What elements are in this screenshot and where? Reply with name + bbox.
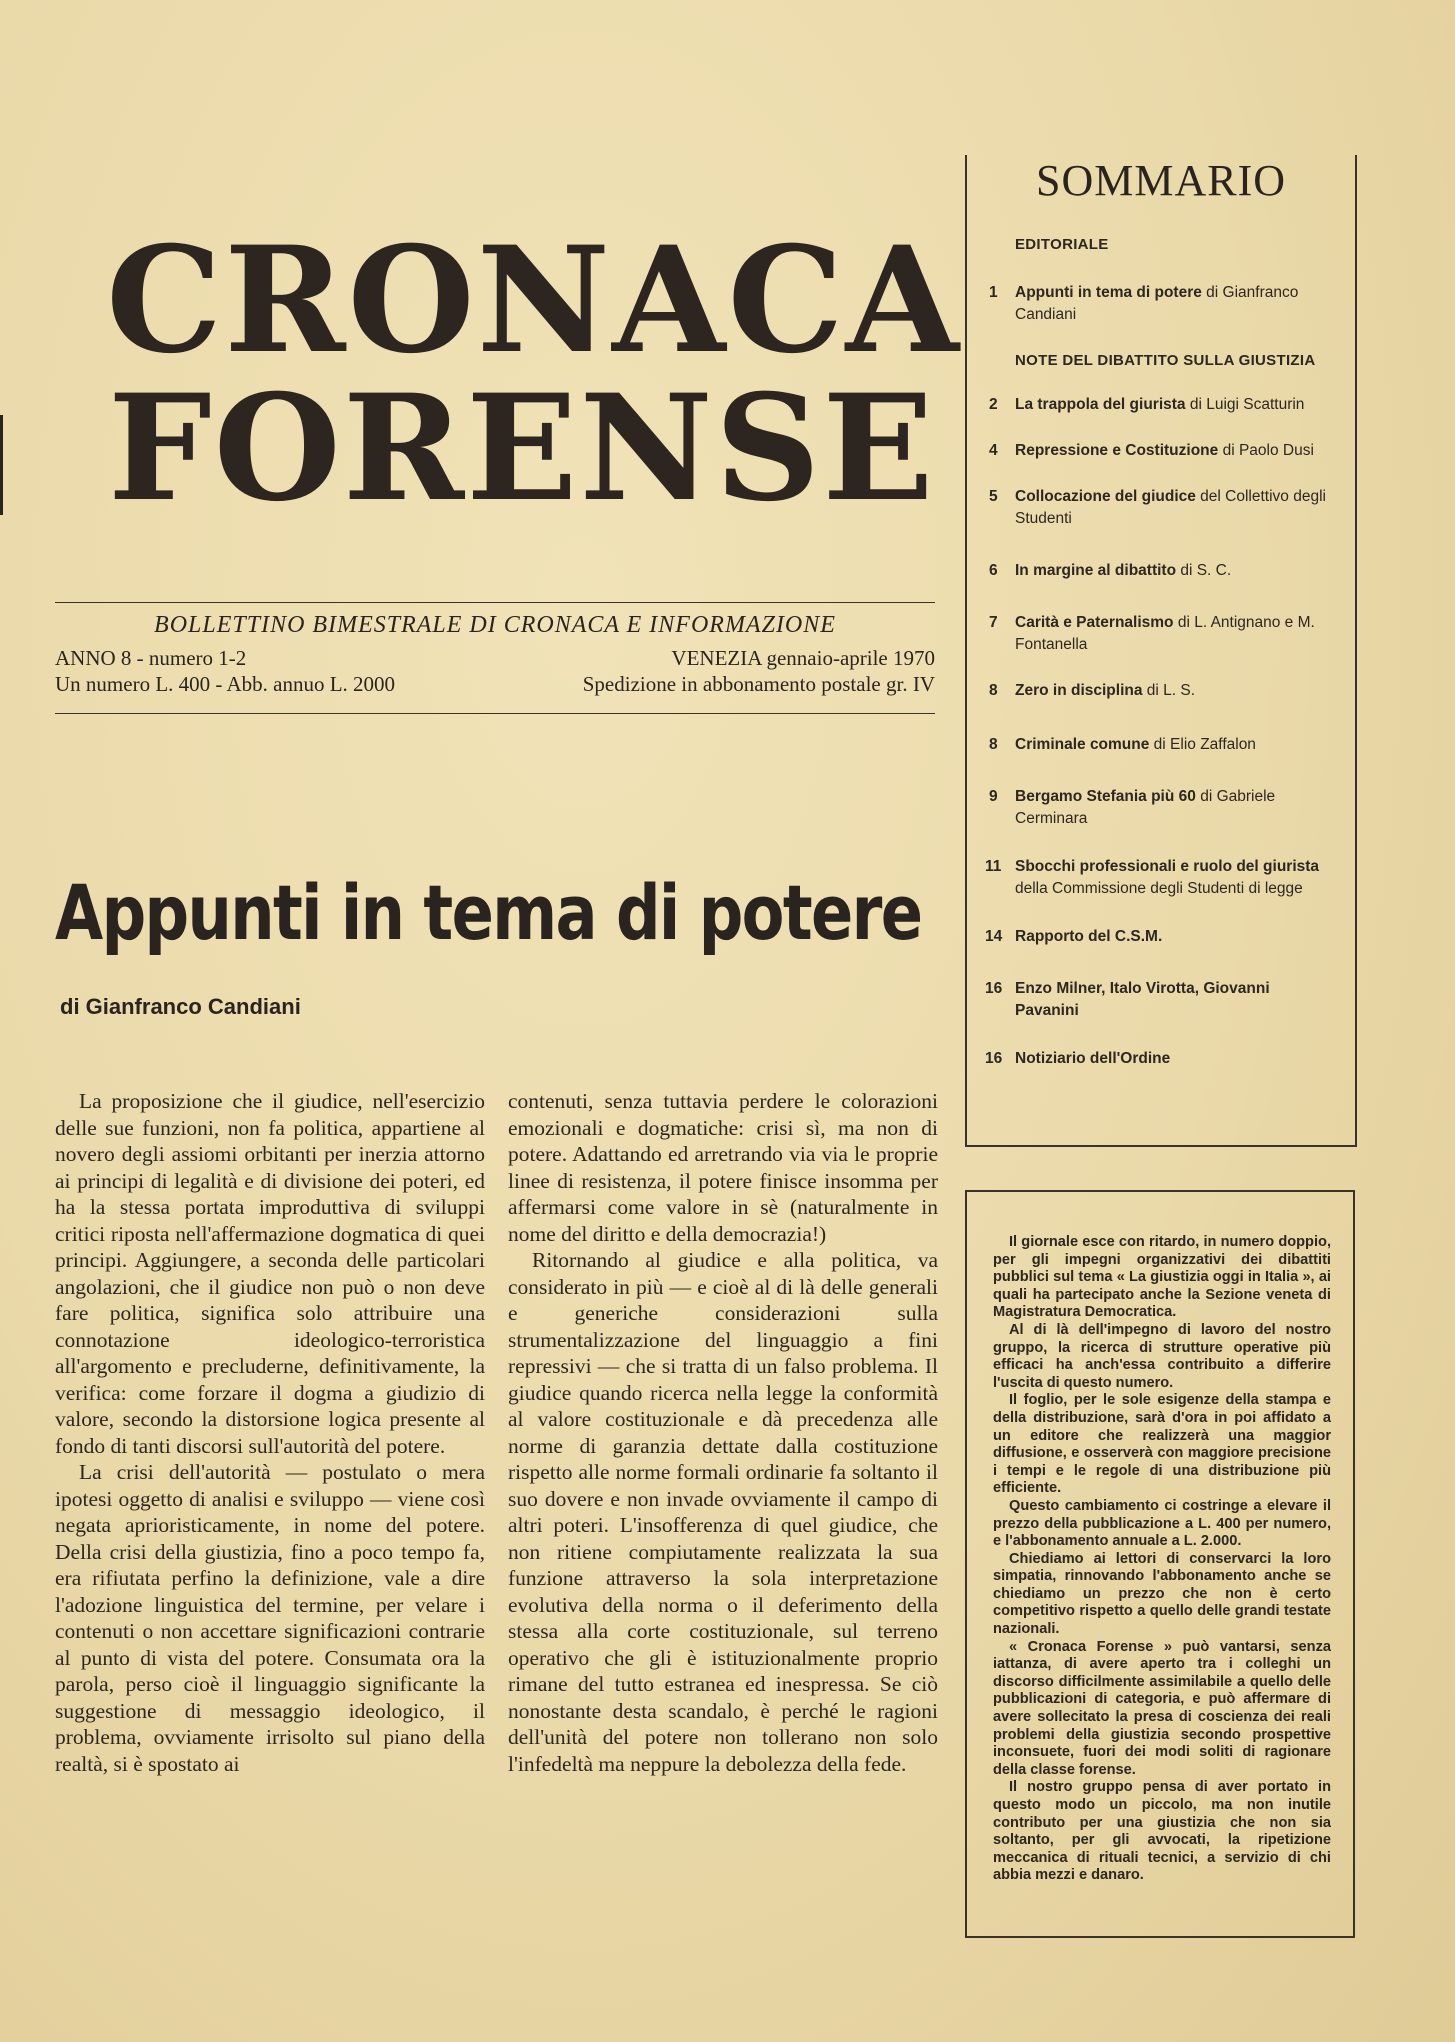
sommario-item: 5 Collocazione del giudice del Collettivo degli Studenti: [989, 488, 1326, 527]
notice-paragraph: Al di là dell'impegno di lavoro del nostro gruppo, la ricerca di strutture operative più efficaci ha anch'essa contribuito a differire l'uscita di questo numero.: [993, 1321, 1331, 1391]
editorial-notice-text: [967, 1192, 1353, 1885]
masthead-rule-bottom: [55, 713, 935, 714]
article-paragraph: contenuti, senza tuttavia perdere le colorazioni emozionali e dogmatiche: crisi sì, ma non di potere. Adattando ed arretrando via via le proprie linee di resistenza, il potere finisce insomma per affermarsi come valore in sè (naturalmente in nome del diritto e della democrazia!): [508, 1089, 938, 1246]
issue-postal-note: Spedizione in abbonamento postale gr. IV: [582, 672, 935, 696]
sommario-item: 9 Bergamo Stefania più 60 di Gabriele Cerminara: [989, 788, 1276, 827]
sommario-item: 8 Criminale comune di Elio Zaffalon: [989, 736, 1256, 753]
article-byline: di Gianfranco Candiani: [60, 994, 301, 1019]
sommario-item: 6 In margine al dibattito di S. C.: [989, 562, 1232, 579]
sommario-section-heading: NOTE DEL DIBATTITO SULLA GIUSTIZIA: [1015, 352, 1316, 369]
sommario-item: 16 Enzo Milner, Italo Virotta, Giovanni Pavanini: [985, 980, 1270, 1019]
article-paragraph: La proposizione che il giudice, nell'esercizio delle sue funzioni, non fa politica, appartiene al novero degli assiomi orbitanti per inerzia attorno ai principi di legalità e di divisione dei poteri, ed ha la stessa portata improduttiva di sviluppi critici riposta nell'affermazione dogmatica di quei principi. Aggiungere, a seconda delle particolari angolazioni, che il giudice non può o non deve fare politica, significa solo attribuire una connotazione ideologico-terroristica all'argomento e precluderne, definitivamente, la verifica: come forzare il dogma a giudizio di valore, secondo la distorsione logica presente al fondo di tanti discorsi sull'autorità del potere.: [55, 1089, 485, 1458]
notice-paragraph: Il giornale esce con ritardo, in numero doppio, per gli impegni organizzativi dei dibattiti pubblici sul tema « La giustizia oggi in Italia », ai quali ha partecipato anche la Sezione veneta di Magistratura Democratica.: [993, 1234, 1331, 1321]
sommario-item: 4 Repressione e Costituzione di Paolo Dusi: [989, 442, 1314, 459]
sommario-title: SOMMARIO: [1035, 156, 1287, 205]
sommario-item: 14 Rapporto del C.S.M.: [985, 928, 1163, 945]
sommario-item: 7 Carità e Paternalismo di L. Antignano e M. Fontanella: [989, 614, 1315, 653]
masthead-title-line2: FORENSE: [108, 363, 936, 534]
notice-paragraph: « Cronaca Forense » può vantarsi, senza iattanza, di avere aperto tra i colleghi un discorso difficilmente assimilabile a quello delle pubblicazioni di categoria, e può affermare di avere sollecitato la presa di coscienza dei reali problemi della giustizia secondo prospettive inconsuete, fuori dei modi soliti di ragionare della classe forense.: [993, 1638, 1331, 1778]
issue-price: Un numero L. 400 - Abb. annuo L. 2000: [55, 672, 396, 696]
article-title: Appunti in tema di potere: [55, 868, 922, 957]
masthead-subtitle: BOLLETTINO BIMESTRALE DI CRONACA E INFORMAZIONE: [154, 612, 836, 638]
sommario-item: 11 Sbocchi professionali e ruolo del giurista della Commissione degli Studenti di legge: [985, 858, 1320, 897]
article-column-2: [508, 1088, 938, 1777]
notice-paragraph: Chiediamo ai lettori di conservarci la loro simpatia, rinnovando l'abbonamento anche se chiediamo un prezzo che non è certo competitivo rispetto a quello delle grandi testate nazionali.: [993, 1550, 1331, 1638]
masthead-title-line1: CRONACA: [106, 215, 961, 386]
sommario-item: 1 Appunti in tema di potere di Gianfranco Candiani: [989, 284, 1299, 323]
sommario-item: 16 Notiziario dell'Ordine: [985, 1050, 1171, 1067]
notice-paragraph: Il foglio, per le sole esigenze della stampa e della distribuzione, sarà d'ora in poi affidato a un editore che realizzerà una maggior diffusione, e osserverà con maggiore precisione i tempi e le regole di una distribuzione più efficiente.: [993, 1392, 1331, 1497]
sommario-item: 2 La trappola del giurista di Luigi Scatturin: [989, 396, 1305, 413]
issue-place-date: VENEZIA gennaio-aprile 1970: [671, 646, 935, 670]
masthead-rule-top: [55, 602, 935, 603]
sommario-section-heading: EDITORIALE: [1015, 236, 1109, 253]
article-column-1: [55, 1088, 485, 1777]
article-paragraph: La crisi dell'autorità — postulato o mera ipotesi oggetto di analisi e sviluppo — viene così negata aprioristicamente, in nome del potere. Della crisi della giustizia, fino a poco tempo fa, era rifiutata perfino la definizione, vale a dire l'adozione linguistica del termine, per velare i contenuti o non accettare significazioni contrarie al punto di vista del potere. Consumata ora la parola, perso cioè il linguaggio significante la suggestione di messaggio ideologico, il problema, ovviamente irrisolto sul piano della realtà, si è spostato ai: [55, 1460, 485, 1776]
article-paragraph: Ritornando al giudice e alla politica, va considerato in più — e cioè al di là delle generali e generiche considerazioni sulla strumentalizzazione del linguaggio a fini repressivi — che si tratta di un falso problema. Il giudice quando ricerca nella legge la conformità al valore costituzionale e dà precedenza alle norme di garanzia dettate dalla costituzione rispetto alle norme formali ordinarie fa soltanto il suo dovere e non invade ovviamente il campo di altri poteri. L'insofferenza di quel giudice, che non ritiene compiutamente realizzata la sua funzione attraverso la sola interpretazione evolutiva della norma o il deferimento della stessa alla corte costituzionale, sul terreno operativo che gli è istituzionalmente proprio rimane del tutto estranea ed inespressa. Se ciò nonostante desta scandalo, è perché le ragioni dell'unità del potere non tollerano non solo l'infedeltà ma neppure la debolezza della fede.: [508, 1248, 938, 1776]
sommario-box: [965, 155, 1357, 1147]
issue-number: ANNO 8 - numero 1-2: [55, 646, 247, 670]
page-edge-mark: [0, 415, 3, 515]
notice-paragraph: Questo cambiamento ci costringe a elevare il prezzo della pubblicazione a L. 400 per numero, e l'abbonamento annuale a L. 2.000.: [993, 1497, 1331, 1550]
sommario-list: [967, 206, 1355, 1070]
notice-paragraph: Il nostro gruppo pensa di aver portato in questo modo un piccolo, ma non inutile contributo per una giustizia che non sia soltanto, per gli avvocati, la ripetizione meccanica di rituali tecnici, a servizio di chi abbia mezzi e danaro.: [993, 1779, 1331, 1884]
editorial-notice-box: [965, 1190, 1355, 1938]
sommario-item: 8 Zero in disciplina di L. S.: [989, 682, 1196, 699]
